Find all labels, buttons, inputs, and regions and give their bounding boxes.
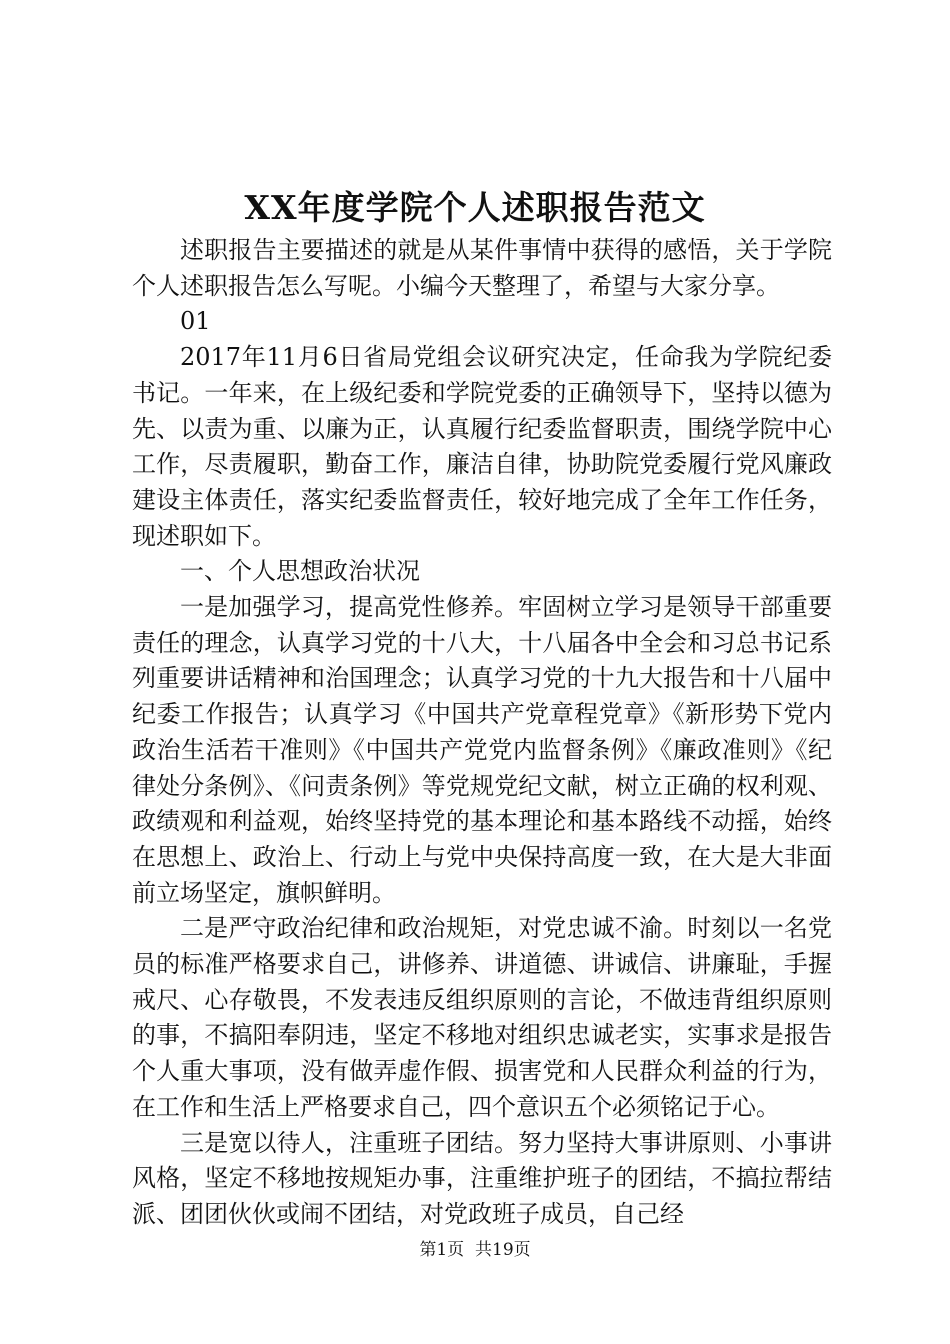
- paragraph-section-number: 01: [180, 307, 211, 336]
- page-total: 共19页: [475, 1240, 531, 1260]
- paragraph-study: 一是加强学习，提高党性修养。牢固树立学习是领导干部重要责任的理念，认真学习党的十八大，十八届各中全会和习总书记系列重要讲话精神和治国理念；认真学习党的十九大报告和十八届中纪委工作报告；认真学习《中国共产党章程党章》《新形势下党内政治生活若干准则》《中国共产党党内监督条例》《廉政准则》《纪律处分条例》、《问责条例》等党规党纪文献，树立正确的权利观、政绩观和利益观，始终坚持党的基本理论和基本路线不动摇，始终在思想上、政治上、行动上与党中央保持高度一致，在大是大非面前立场坚定，旗帜鲜明。: [132, 593, 832, 907]
- paragraph-intro: 述职报告主要描述的就是从某件事情中获得的感悟，关于学院个人述职报告怎么写呢。小编今天整理了，希望与大家分享。: [132, 236, 832, 300]
- document-body: [132, 233, 832, 1233]
- section-heading: 一、个人思想政治状况: [180, 557, 420, 586]
- paragraph-appointment: 2017年11月6日省局党组会议研究决定，任命我为学院纪委书记。一年来，在上级纪委和学院党委的正确领导下，坚持以德为先、以责为重、以廉为正，认真履行纪委监督职责，围绕学院中心工作，尽责履职，勤奋工作，廉洁自律，协助院党委履行党风廉政建设主体责任，落实纪委监督责任，较好地完成了全年工作任务，现述职如下。: [132, 343, 832, 550]
- paragraph-unity: 三是宽以待人，注重班子团结。努力坚持大事讲原则、小事讲风格，坚定不移地按规矩办事，注重维护班子的团结，不搞拉帮结派、团团伙伙或闹不团结，对党政班子成员，自己经: [132, 1128, 832, 1228]
- paragraph-discipline: 二是严守政治纪律和政治规矩，对党忠诚不渝。时刻以一名党员的标准严格要求自己，讲修养、讲道德、讲诚信、讲廉耻，手握戒尺、心存敬畏，不发表违反组织原则的言论，不做违背组织原则的事，不搞阳奉阴违，坚定不移地对组织忠诚老实，实事求是报告个人重大事项，没有做弄虚作假、损害党和人民群众利益的行为，在工作和生活上严格要求自己，四个意识五个必须铭记于心。: [132, 914, 832, 1121]
- page-footer: [0, 1238, 950, 1262]
- page-number: 第1页: [419, 1240, 465, 1260]
- document-title: XX年度学院个人述职报告范文: [244, 188, 706, 227]
